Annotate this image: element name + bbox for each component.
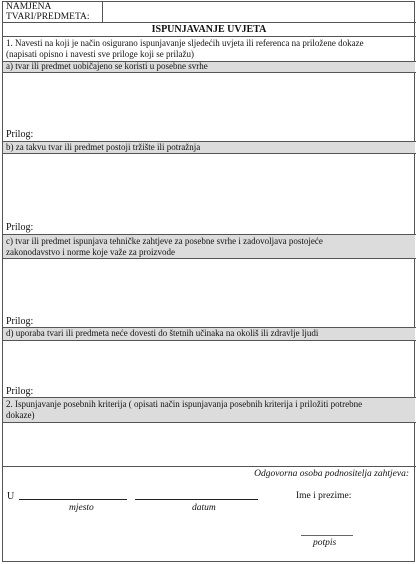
date-field-line[interactable] — [135, 499, 258, 500]
title-bottom-line — [2, 36, 416, 37]
item2-bottom-line — [2, 466, 416, 467]
place-field-line[interactable] — [19, 499, 127, 500]
purpose-field[interactable] — [103, 2, 414, 22]
item2-instruction-line1: 2. Ispunjavanje posebnih kriterija ( opisati način ispunjavanja posebnih kriterija i priložiti potrebne — [6, 399, 363, 409]
section-title: ISPUNJAVANJE UVJETA — [151, 24, 267, 35]
item2-instruction-line2: dokaze) — [6, 410, 35, 420]
condition-c-answer-field[interactable] — [3, 259, 415, 314]
condition-c-label-line1: c) tvar ili predmet ispunjava tehničke zahtjeve za posebne svrhe i zadovoljava postojeće — [6, 236, 323, 246]
place-caption: mjesto — [69, 503, 94, 513]
condition-c-top-line — [2, 234, 416, 235]
condition-b-attachment-label: Prilog: — [6, 222, 34, 233]
signature-field-line[interactable] — [301, 535, 353, 536]
item2-top-line — [2, 397, 416, 398]
header-label-line2: TVARI/PREDMETA: — [6, 12, 90, 22]
date-caption: datum — [192, 503, 216, 513]
item2-answer-field[interactable] — [3, 423, 415, 465]
header-bottom-line — [2, 22, 416, 23]
condition-a-attachment-label: Prilog: — [6, 129, 34, 140]
condition-d-label: d) uporaba tvari ili predmeta neće dovesti do štetnih učinaka na okoliš ili zdravlje ljudi — [6, 328, 319, 338]
responsible-person-label: Odgovorna osoba podnositelja zahtjeva: — [254, 469, 409, 479]
place-prefix: U — [7, 491, 15, 502]
condition-a-answer-field[interactable] — [3, 73, 415, 127]
condition-c-attachment-label: Prilog: — [6, 316, 34, 327]
name-label: Ime i prezime: — [296, 491, 352, 501]
item1-instruction-line2: (napisati opisno i navesti sve priloge koji se prilažu) — [6, 49, 194, 59]
signature-caption: potpis — [313, 538, 337, 548]
condition-d-attachment-label: Prilog: — [6, 386, 34, 397]
header-label-line1: NAMJENA — [6, 2, 52, 12]
condition-b-label: b) za takvu tvar ili predmet postoji tržište ili potražnja — [6, 142, 201, 152]
condition-b-answer-field[interactable] — [3, 154, 415, 220]
item1-instruction-line1: 1. Navesti na koji je način osigurano ispunjavanje sljedećih uvjeta ili referenca na priložene dokaze — [6, 38, 364, 48]
condition-d-answer-field[interactable] — [3, 341, 415, 383]
condition-c-label-line2: zakonodavstvo i norme koje važe za proizvode — [6, 247, 175, 257]
condition-a-label: a) tvar ili predmet uobičajeno se koristi u posebne svrhe — [6, 61, 208, 71]
